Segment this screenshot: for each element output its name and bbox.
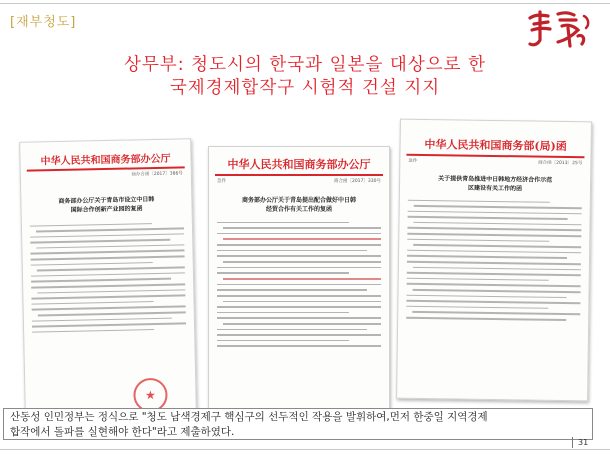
top-divider xyxy=(0,3,610,4)
text-line xyxy=(407,278,549,282)
text-line xyxy=(407,255,567,259)
text-line xyxy=(408,210,582,214)
text-line xyxy=(223,261,381,263)
document-3-doc-no: 商合函〔2013〕25号 xyxy=(538,160,583,166)
text-line xyxy=(32,306,186,311)
document-3-title xyxy=(400,173,590,194)
text-line xyxy=(38,311,186,316)
qingdao-calligraphy-logo xyxy=(520,6,600,50)
text-line-highlight xyxy=(223,278,381,280)
seal-star-icon: ★ xyxy=(144,388,157,403)
text-line xyxy=(217,340,349,342)
text-line xyxy=(407,233,581,237)
text-line xyxy=(217,272,349,274)
text-line xyxy=(217,295,381,297)
bottom-divider xyxy=(0,449,610,450)
caption-line-1: 산동성 인민정부는 정식으로 "청도 남색경제구 핵심구의 선두적인 작용을 발휘하여,먼저 한중일 지역경제 xyxy=(10,411,488,423)
text-line xyxy=(406,300,580,304)
text-line xyxy=(223,301,381,303)
document-scans xyxy=(0,104,610,410)
text-line xyxy=(407,261,581,265)
text-line xyxy=(217,334,381,336)
section-tag: [재부청도] xyxy=(10,15,77,30)
document-3-meta xyxy=(400,155,590,166)
text-line xyxy=(217,329,367,331)
text-line xyxy=(406,317,566,321)
document-2-doc-no: 商合函〔2017〕330号 xyxy=(333,178,381,184)
text-line xyxy=(407,283,581,287)
text-line xyxy=(408,199,550,203)
document-1-doc-no: 商办合函〔2017〕386号 xyxy=(131,170,183,177)
text-line xyxy=(406,294,566,298)
text-line xyxy=(217,345,381,347)
text-line xyxy=(217,255,381,257)
text-line xyxy=(407,227,581,231)
document-1-title xyxy=(21,194,191,216)
text-line xyxy=(407,238,549,242)
text-line xyxy=(407,272,581,276)
text-line xyxy=(414,222,582,226)
document-3-title-line-1: 关于提供青岛推进中日韩地方经济合作示范 xyxy=(438,174,553,184)
text-line xyxy=(413,289,581,293)
page-number-divider xyxy=(572,437,573,448)
document-1-heading: 中华人民共和国商务部办公厅 xyxy=(40,153,171,168)
text-line xyxy=(32,329,154,333)
document-3-title-line-2: 区建设有关工作的函 xyxy=(467,184,523,192)
title-line-2: 국제경제합작구 시험적 건설 지지 xyxy=(169,78,441,98)
text-line xyxy=(31,278,171,283)
text-line xyxy=(32,301,154,305)
text-line-highlight xyxy=(223,238,381,240)
text-line xyxy=(217,244,381,246)
document-2-meta xyxy=(209,176,389,184)
document-2 xyxy=(208,146,390,410)
text-line xyxy=(32,323,186,328)
text-line xyxy=(407,250,581,254)
text-line xyxy=(414,205,582,209)
document-2-title-line-2: 经贸合作有关工作的复函 xyxy=(265,205,332,213)
document-3 xyxy=(396,119,592,402)
document-2-urgency: 急件 xyxy=(217,178,226,184)
text-line xyxy=(223,323,381,325)
caption-box xyxy=(3,408,593,440)
document-2-title xyxy=(209,196,389,214)
text-line xyxy=(217,284,381,286)
text-line xyxy=(31,255,185,260)
text-line xyxy=(217,267,381,269)
text-line xyxy=(30,233,184,238)
text-line xyxy=(217,233,381,235)
text-line xyxy=(217,289,367,291)
text-line xyxy=(30,250,184,255)
text-line xyxy=(217,306,381,308)
text-line xyxy=(413,266,581,270)
text-line xyxy=(217,222,349,224)
text-line xyxy=(408,216,568,220)
text-line xyxy=(31,272,185,277)
text-line xyxy=(217,317,381,319)
page-number: 31 xyxy=(578,438,589,447)
text-line xyxy=(223,227,381,229)
text-line xyxy=(31,283,185,288)
text-line xyxy=(31,295,185,300)
title-line-1: 상무부: 청도시의 한국과 일본을 대상으로 한 xyxy=(124,55,486,75)
text-line xyxy=(37,267,185,272)
text-line xyxy=(31,262,153,266)
text-line xyxy=(406,306,548,310)
text-line xyxy=(30,223,152,227)
text-line xyxy=(32,317,172,322)
document-1-title-line-2: 国际合作创新产业园的复函 xyxy=(70,204,143,214)
caption-line-2: 합작에서 돌파를 실현해야 한다"라고 제출하였다. xyxy=(10,426,235,438)
text-line xyxy=(413,244,581,248)
document-2-heading: 中华人民共和国商务部办公厅 xyxy=(227,158,371,171)
text-line xyxy=(217,312,349,314)
text-line xyxy=(36,244,184,249)
text-line xyxy=(36,227,184,232)
document-3-heading: 中华人民共和国商务部(局)函 xyxy=(424,138,567,154)
slide-title xyxy=(0,54,610,100)
document-2-title-line-1: 商务部办公厅关于青岛提出配合做好中日韩 xyxy=(241,196,356,204)
document-1 xyxy=(19,138,197,416)
text-line xyxy=(412,311,580,315)
text-line xyxy=(37,289,185,294)
document-3-urgency: 急件 xyxy=(408,158,418,164)
text-line xyxy=(217,250,367,252)
document-1-title-line-1: 商务部办公厅关于青岛市设立中日韩 xyxy=(58,195,155,205)
text-line xyxy=(30,239,170,244)
